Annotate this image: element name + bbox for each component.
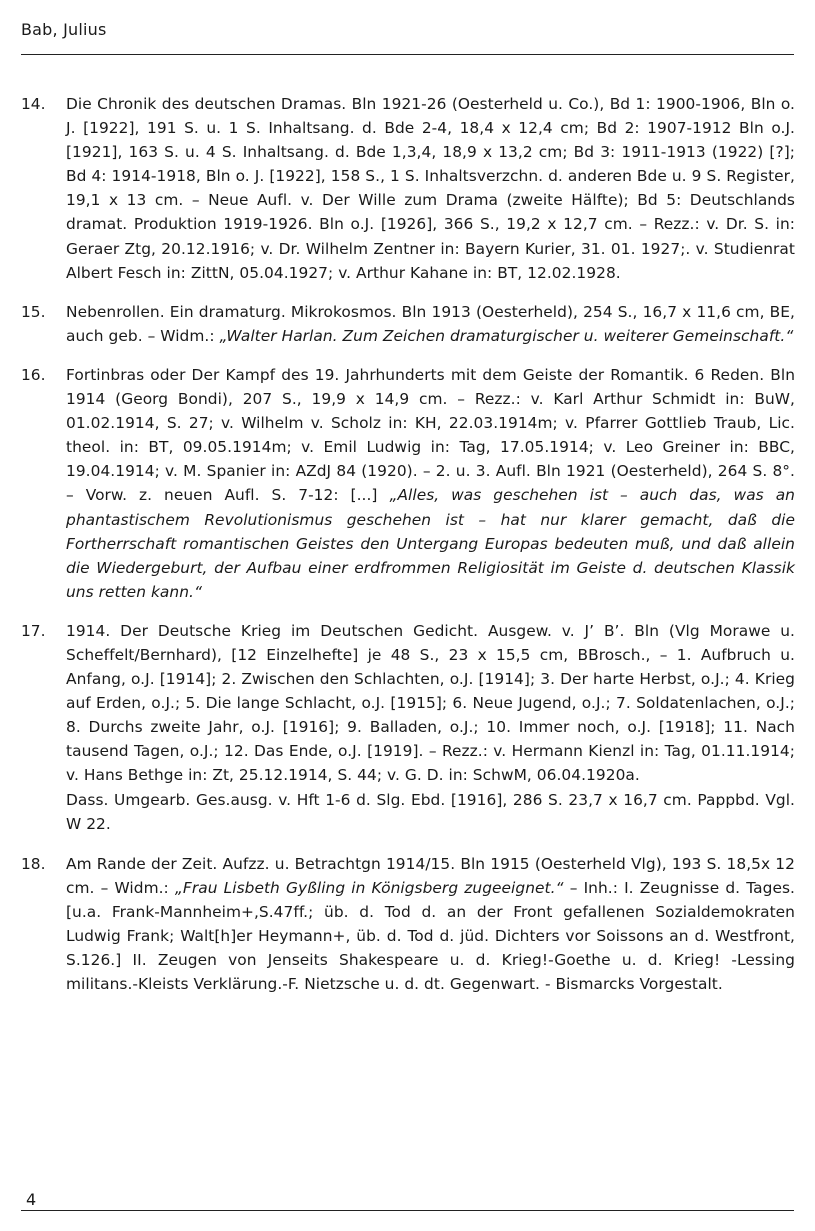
entry-italic-text: „Alles, was geschehen ist – auch das, was an phantastischem Revolutionismus geschehen ist – hat nur klarer gemacht, daß die Fortherrschaft romantischen Geistes den Untergang Europas bedeuten muß, und daß allein die Wiedergeburt, der Aufbau einer erdfrommen Religiosität im Geiste d. deutschen Klassik uns retten kann.“ xyxy=(66,486,795,601)
bibliography-list xyxy=(0,92,815,996)
entry-text xyxy=(66,852,795,997)
bibliography-entry xyxy=(0,300,815,348)
bibliography-entry xyxy=(0,363,815,604)
entry-text-segment: Fortinbras oder Der Kampf des 19. Jahrhunderts mit dem Geiste der Romantik. 6 Reden. Bln 1914 (Georg Bondi), 207 S., 19,9 x 14,9 cm. – Rezz.: v. Karl Arthur Schmidt in: BuW, 01.02.1914, S. 27; v. Wilhelm v. Scholz in: KH, 22.03.1914m; v. Pfarrer Gottlieb Traub, Lic. theol. in: BT, 09.05.1914m; v. Emil Ludwig in: Tag, 17.05.1914; v. Leo Greiner in: BBC, 19.04.1914; v. M. Spanier in: AZdJ 84 (1920). – 2. u. 3. Aufl. Bln 1921 (Oesterheld), 264 S. 8°. – Vorw. z. neuen Aufl. S. 7-12: [...] xyxy=(66,365,795,505)
bibliography-entry xyxy=(0,619,815,836)
entry-number: 16. xyxy=(21,365,46,384)
footer-rule xyxy=(21,1210,794,1211)
entry-number: 17. xyxy=(21,621,46,640)
entry-italic-text: „Frau Lisbeth Gyßling in Königsberg zugeeignet.“ xyxy=(174,878,564,897)
header-rule xyxy=(21,54,794,55)
entry-text-segment: Nebenrollen. Ein dramaturg. Mikrokosmos. Bln 1913 (Oesterheld), 254 S., 16,7 x 11,6 cm, BE, auch geb. – Widm.: xyxy=(66,302,795,345)
bibliography-entry xyxy=(0,92,815,285)
bibliography-entry xyxy=(0,852,815,997)
entry-text-segment: Dass. Umgearb. Ges.ausg. v. Hft 1-6 d. Slg. Ebd. [1916], 286 S. 23,7 x 16,7 cm. Pappbd. Vgl. W 22. xyxy=(66,790,795,833)
entry-italic-text: „Walter Harlan. Zum Zeichen dramaturgischer u. weiterer Gemeinschaft.“ xyxy=(219,326,794,345)
page-number: 4 xyxy=(26,1190,37,1209)
entry-number: 14. xyxy=(21,95,46,113)
entry-text xyxy=(66,619,795,836)
entry-text-segment: 1914. Der Deutsche Krieg im Deutschen Gedicht. Ausgew. v. J’ B’. Bln (Vlg Morawe u. Scheffelt/Bernhard), [12 Einzelhefte] je 48 S., 23 x 15,5 cm, BBrosch., – 1. Aufbruch u. Anfang, o.J. [1914]; 2. Zwischen den Schlachten, o.J. [1914]; 3. Der harte Herbst, o.J.; 4. Krieg auf Erden, o.J.; 5. Die lange Schlacht, o.J. [1915]; 6. Neue Jugend, o.J.; 7. Soldatenlachen, o.J.; 8. Durchs zweite Jahr, o.J. [1916]; 9. Balladen, o.J.; 10. Immer noch, o.J. [1918]; 11. Nach tausend Tagen, o.J.; 12. Das Ende, o.J. [1919]. – Rezz.: v. Hermann Kienzl in: Tag, 01.11.1914; v. Hans Bethge in: Zt, 25.12.1914, S. 44; v. G. D. in: SchwM, 06.04.1920a. xyxy=(66,621,795,785)
running-head: Bab, Julius xyxy=(21,20,107,39)
entry-text-segment: – Inh.: I. Zeugnisse d. Tages.[u.a. Frank-Mannheim+,S.47ff.; üb. d. Tod d. an der Front gefallenen Sozialdemokraten Ludwig Frank; Walt[h]er Heymann+, üb. d. Tod d. jüd. Dichters vor Soissons an d. Westfront, S.126.] II. Zeugen von Jenseits Shakespeare u. d. Krieg!-Goethe u. d. Krieg! -Lessing militans.-Kleists Verklärung.-F. Nietzsche u. d. dt. Gegenwart. - Bismarcks Vorgestalt. xyxy=(66,878,795,994)
entry-text xyxy=(66,300,795,348)
entry-text xyxy=(66,92,795,285)
entry-text-segment: Die Chronik des deutschen Dramas. Bln 1921-26 (Oesterheld u. Co.), Bd 1: 1900-1906, Bln o. J. [1922], 191 S. u. 1 S. Inhaltsang. d. Bde 2-4, 18,4 x 12,4 cm; Bd 2: 1907-1912 Bln o.J. [1921], 163 S. u. 4 S. Inhaltsang. d. Bde 1,3,4, 18,9 x 13,2 cm; Bd 3: 1911-1913 (1922) [?]; Bd 4: 1914-1918, Bln o. J. [1922], 158 S., 1 S. Inhaltsverzchn. d. anderen Bde u. 9 S. Register, 19,1 x 13 cm. – Neue Aufl. v. Der Wille zum Drama (zweite Hälfte); Bd 5: Deutschlands dramat. Produktion 1919-1926. Bln o.J. [1926], 366 S., 19,2 x 12,7 cm. – Rezz.: v. Dr. S. in: Geraer Ztg, 20.12.1916; v. Dr. Wilhelm Zentner in: Bayern Kurier, 31. 01. 1927;. v. Studienrat Albert Fesch in: ZittN, 05.04.1927; v. Arthur Kahane in: BT, 12.02.1928. xyxy=(66,95,795,282)
entry-text xyxy=(66,363,795,604)
entry-number: 18. xyxy=(21,854,46,873)
entry-text-segment: Am Rande der Zeit. Aufzz. u. Betrachtgn 1914/15. Bln 1915 (Oesterheld Vlg), 193 S. 18,5x 12 cm. – Widm.: xyxy=(66,854,795,897)
entry-number: 15. xyxy=(21,302,46,321)
